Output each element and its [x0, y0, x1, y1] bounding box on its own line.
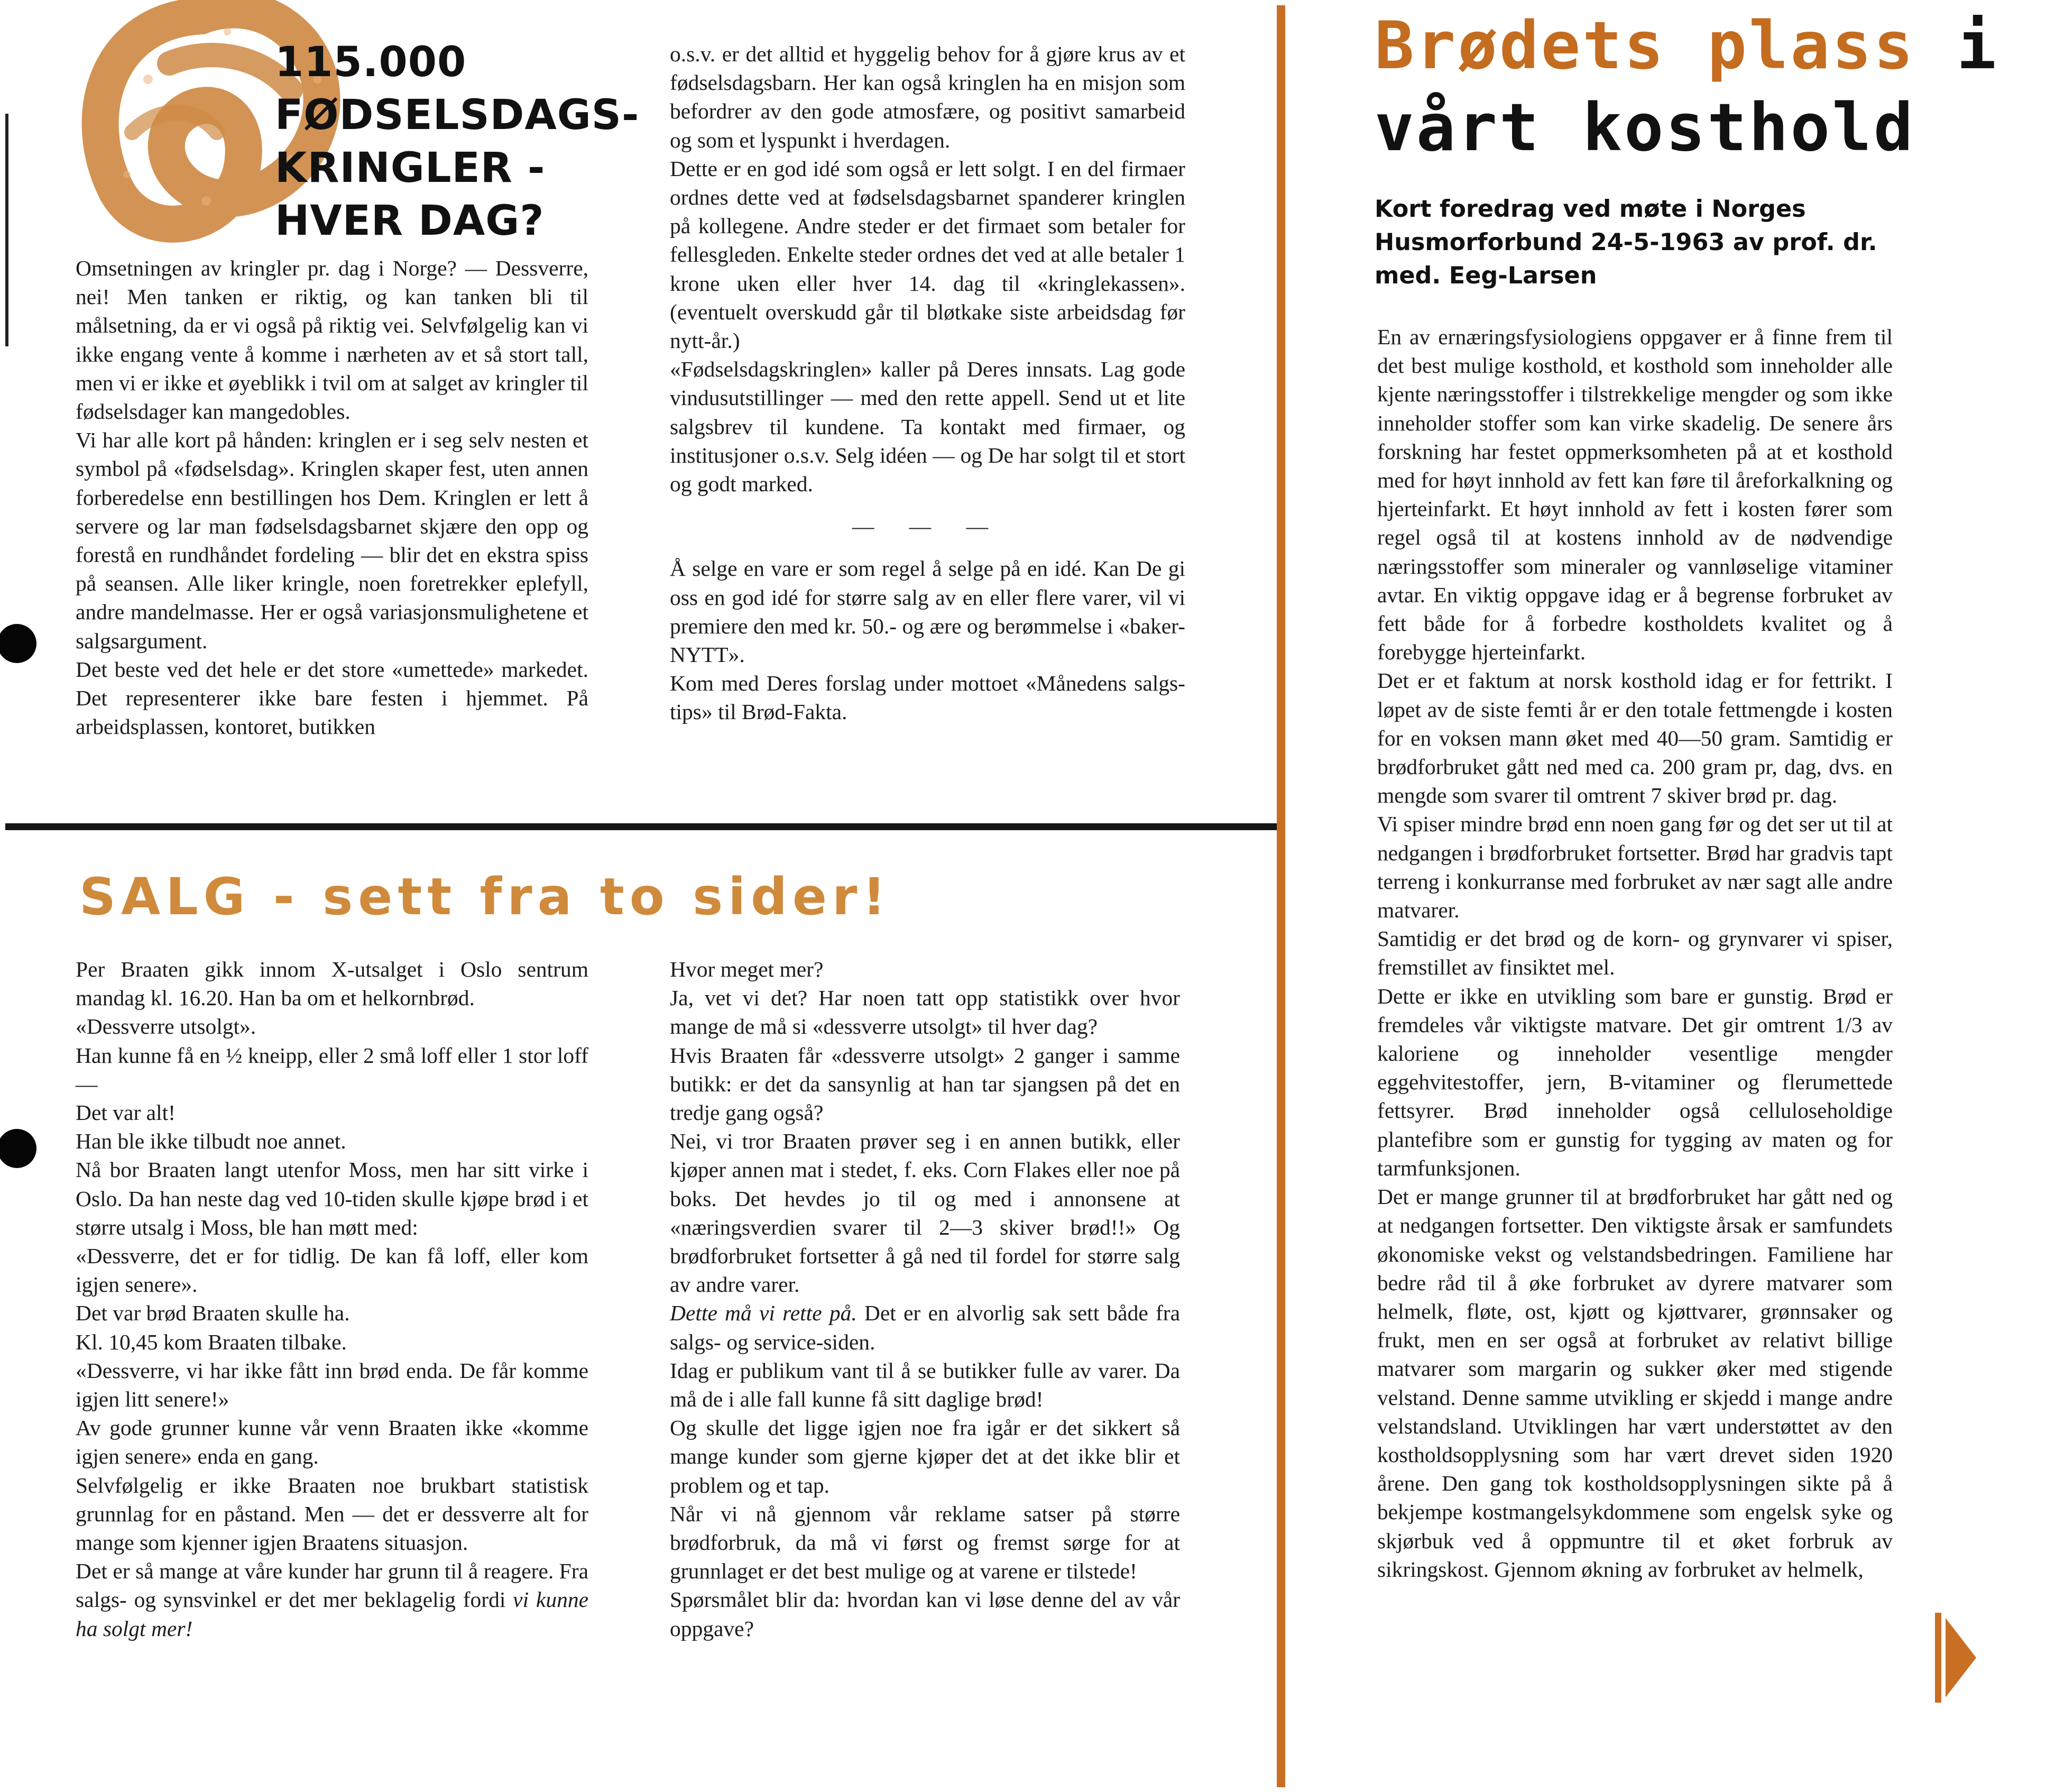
paragraph-text: Hvor meget mer?: [670, 957, 824, 981]
paragraph: Det er et faktum at norsk kosthold idag er for fettrikt. I løpet av de siste femti år er den totale fettmengde i kosten for en voksen mann øket med 40—50 gram. Samtidig er brødforbruket gått ned med ca. 200 gram pr, dag, dvs. en mengde som svarer til omtrent 7 skiver brød pr. dag.: [1377, 668, 1893, 808]
paragraph: [76, 1557, 588, 1643]
paragraph: [670, 1356, 1180, 1413]
paragraph-text: Hvis Braaten får «dessverre utsolgt» 2 ganger i samme butikk: er det da sansynlig at han tar sjangsen på det en tredje gang også?: [670, 1043, 1180, 1125]
paragraph: [76, 955, 588, 1012]
paragraph: Vi har alle kort på hånden: kringlen er i seg selv nesten et symbol på «fødselsdag». Kringlen skaper fest, uten annen forberedelse enn bestillingen hos Dem. Kringlen er lett å servere og lar man fødselsdagsbarnet skjære den opp og forestå en rundhåndet fordeling — blir det en ekstra spiss på seansen. Alle liker kringle, noen foretrekker eplefyll, andre mandelmasse. Her er også variasjonsmulighetene et salgsargument.: [76, 428, 588, 653]
paragraph: [76, 1127, 588, 1155]
punch-hole: [0, 1129, 36, 1168]
paragraph-text: Per Braaten gikk innom X-utsalget i Oslo sentrum mandag kl. 16.20. Han ba om et helkornbrød.: [76, 957, 588, 1010]
paragraph: Å selge en vare er som regel å selge på en idé. Kan De gi oss en god idé for større salg av en eller flere varer, vil vi premiere den med kr. 50.- og ære og berømmelse i «baker-NYTT».: [670, 556, 1185, 667]
paragraph: [76, 1413, 588, 1471]
paragraph-text: Han kunne få en ½ kneipp, eller 2 små loff eller 1 stor loff —: [76, 1043, 588, 1096]
paragraph-text: Ja, vet vi det? Har noen tatt opp statistikk over hvor mange de må si «dessverre utsolgt» til hver dag?: [670, 986, 1180, 1039]
salg-headline: SALG - sett fra to sider!: [79, 867, 891, 926]
paragraph: Det er mange grunner til at brødforbruket har gått ned og at nedgangen fortsetter. Den viktigste årsak er samfundets økonomiske vekst og velstandsbedringen. Familiene har bedre råd til å øke forbruket av dyrere matvarer som helmelk, fløte, ost, kjøtt og kjøttvarer, grønnsaker og frukt, men en ser også at forbruket av relativt billige matvarer som margarin og sukker øker med stigende velstand. Denne samme utvikling er skjedd i mange andre velstandsland. Utviklingen har vært understøttet av den kostholdsopplysning som har vært drevet siden 1920 årene. Den gang tok kostholdsopplysningen sikte på å bekjempe kostmangelsykdommene som engelsk syke og skjørbuk ved å oppmuntre til et øket forbruk av sikringskost. Gjennom økning av forbruket av helmelk,: [1377, 1184, 1893, 1582]
paragraph-text: Han ble ikke tilbudt noe annet.: [76, 1129, 346, 1154]
paragraph-text: Og skulle det ligge igjen noe fra igår er det sikkert så mange kunder som gjerne kjøper det at det ikke blir et problem og et tap.: [670, 1416, 1180, 1497]
paragraph-text: Av gode grunner kunne vår venn Braaten ikke «komme igjen senere» enda en gang.: [76, 1416, 588, 1469]
kringler-column-2: [670, 40, 1185, 727]
paragraph: [670, 1413, 1180, 1500]
headline-text: Brødets plass: [1375, 8, 1915, 84]
page-edge-line: [5, 114, 8, 346]
paragraph-text: «Dessverre, vi har ikke fått inn brød enda. De får komme igjen litt senere!»: [76, 1358, 588, 1412]
paragraph: [76, 1242, 588, 1299]
horizontal-divider: [5, 823, 1277, 830]
paragraph: [670, 984, 1180, 1041]
paragraph-text: Kl. 10,45 kom Braaten tilbake.: [76, 1329, 347, 1354]
paragraph: [76, 1328, 588, 1356]
paragraph: [76, 1098, 588, 1127]
paragraph: o.s.v. er det alltid et hyggelig behov for å gjøre krus av et fødselsdagsbarn. Her kan også kringlen ha en misjon som befordrer av den gode atmosfære, og positivt samarbeid og som et lyspunkt i hverdagen.: [670, 42, 1185, 152]
paragraph: [670, 1127, 1180, 1299]
paragraph-text: Nei, vi tror Braaten prøver seg i en annen butikk, eller kjøper annen mat i stedet, f. eks. Corn Flakes eller noe på boks. Det hevdes jo til og med i annonsene at «næringsverdien svarer til 2—3 skiver brød!!» Og brødforbruket fortsetter å gå ned til fordel for større salg av andre varer.: [670, 1129, 1180, 1297]
salg-column-2: [670, 955, 1180, 1643]
headline-line-1: [1375, 5, 1998, 87]
punch-hole: [0, 624, 36, 663]
paragraph: [76, 1356, 588, 1413]
headline-line: HVER DAG?: [275, 197, 545, 245]
brodets-column: [1377, 323, 1893, 1584]
paragraph: [76, 1012, 588, 1041]
paragraph-text: Det var brød Braaten skulle ha.: [76, 1301, 350, 1326]
headline-line-2: vårt kosthold: [1375, 90, 1915, 166]
paragraph: [670, 1585, 1180, 1642]
headline-line: 115.000: [275, 39, 467, 86]
headline-line: KRINGLER -: [275, 144, 546, 192]
emphasis-text: vi kunne ha solgt mer!: [76, 1587, 589, 1641]
paragraph-text: Det var alt!: [76, 1100, 176, 1125]
kringler-headline: [275, 36, 640, 247]
section-separator: — — —: [852, 514, 1003, 539]
paragraph: Det beste ved det hele er det store «umettede» markedet. Det representerer ikke bare festen i hjemmet. På arbeidsplassen, kontoret, butikken: [76, 657, 588, 739]
paragraph-text: Selvfølgelig er ikke Braaten noe brukbart statistisk grunnlag for en påstand. Men — det er dessverre alt for mange som kjenner igjen Braatens situasjon.: [76, 1473, 588, 1555]
paragraph: [76, 1041, 588, 1098]
continuation-arrow-icon: [1935, 1613, 1977, 1703]
paragraph: «Fødselsdagskringlen» kaller på Deres innsats. Lag gode vindusutstillinger — med den rette appell. Send ut et lite salgsbrev til kundene. Ta kontakt med firmaer, og institusjoner o.s.v. Selg idéen — og De har solgt til et stort og godt marked.: [670, 357, 1185, 497]
paragraph-text: Det er så mange at våre kunder har grunn til å reagere. Fra salgs- og synsvinkel er det mer beklagelig fordi: [76, 1559, 588, 1612]
paragraph: En av ernæringsfysiologiens oppgaver er å finne frem til det best mulige kosthold, et kosthold som inneholder alle kjente næringsstoffer i tilstrekkelige mengder og som ikke inneholder stoffer som kan virke skadelig. De senere års forskning har festet oppmerksomheten på at et kosthold med for høyt innhold av fett kan føre til åreforkalkning og hjerteinfarkt. Et høyt innhold av fett i kosten fører som regel også til at kostens innhold av de nødvendige næringsstoffer som mineraler og vannløselige vitaminer avtar. En viktig oppgave idag er å begrense forbruket av fett både for å forbedre kostholdets kvalitet og å forebygge hjerteinfarkt.: [1377, 325, 1893, 665]
vertical-divider: [1277, 5, 1285, 1787]
paragraph-text: Spørsmålet blir da: hvordan kan vi løse denne del av vår oppgave?: [670, 1587, 1180, 1641]
headline-text: i: [1957, 8, 1998, 84]
paragraph: Dette er en god idé som også er lett solgt. I en del firmaer ordnes dette ved at fødselsdagsbarnet spanderer kringlen på kollegene. Andre steder er det firmaet som betaler for fellesgleden. Enkelte steder ordnes det ved at alle betaler 1 krone uken eller hver 14. dag til «kringlekassen». (eventuelt overskudd går til bløtkake siste arbeidsdag før nytt-år.): [670, 156, 1185, 353]
brodets-headline: [1375, 5, 1998, 169]
paragraph: [76, 1471, 588, 1557]
article-subtitle: Kort foredrag ved møte i Norges Husmorforbund 24-5-1963 av prof. dr. med. Eeg-Larsen: [1375, 196, 1877, 289]
paragraph: [76, 1299, 588, 1327]
paragraph: [670, 1041, 1180, 1127]
kringler-column-1: [76, 254, 588, 741]
salg-column-1: [76, 955, 588, 1643]
paragraph-text: «Dessverre utsolgt».: [76, 1014, 256, 1039]
paragraph: Vi spiser mindre brød enn noen gang før og det ser ut til at nedgangen i brødforbruket fortsetter. Brød har gradvis tapt terreng i konkurranse med forbruket av nær sagt alle andre matvarer.: [1377, 812, 1893, 923]
paragraph: [76, 1155, 588, 1242]
paragraph: Samtidig er det brød og de korn- og grynvarer vi spiser, fremstillet av finsiktet mel.: [1377, 926, 1893, 980]
paragraph: [670, 1299, 1180, 1356]
paragraph: Omsetningen av kringler pr. dag i Norge? — Dessverre, nei! Men tanken er riktig, og kan tanken bli til målsetning, da er vi også på riktig vei. Selvfølgelig kan vi ikke engang vente å komme i nærheten av et så stort tall, men vi er ikke et øyeblikk i tvil om at salget av kringler til fødselsdager kan mangedobles.: [76, 256, 588, 424]
paragraph-text: Det er en alvorlig sak sett både fra salgs- og service-siden.: [670, 1301, 1181, 1354]
paragraph-text: Når vi nå gjennom vår reklame satser på større brødforbruk, da må vi først og fremst sørge for at grunnlaget er det best mulige og at varene er tilstede!: [670, 1501, 1180, 1584]
paragraph: [670, 1500, 1180, 1586]
paragraph-text: Idag er publikum vant til å se butikker fulle av varer. Da må de i alle fall kunne få sitt daglige brød!: [670, 1358, 1180, 1412]
paragraph: Dette er ikke en utvikling som bare er gunstig. Brød er fremdeles vår viktigste matvare. Det gir omtrent 1/3 av kaloriene og inneholder vesentlige mengder eggehvitestoffer, jern, B-vitaminer og flerumettede fettsyrer. Brød inneholder også celluloseholdige plantefibre som er gunstig for tygging av maten og for tarmfunksjonen.: [1377, 984, 1893, 1180]
paragraph-text: Nå bor Braaten langt utenfor Moss, men har sitt virke i Oslo. Da han neste dag ved 10-tiden skulle kjøpe brød i et større utsalg i Moss, ble han møtt med:: [76, 1157, 588, 1239]
paragraph: [670, 955, 1180, 984]
paragraph-text: «Dessverre, det er for tidlig. De kan få loff, eller kom igjen senere».: [76, 1244, 588, 1297]
emphasis-text: Dette må vi rette på.: [670, 1301, 857, 1326]
headline-line: FØDSELSDAGS-: [275, 91, 640, 139]
paragraph: Kom med Deres forslag under mottoet «Månedens salgs-tips» til Brød-Fakta.: [670, 671, 1185, 724]
